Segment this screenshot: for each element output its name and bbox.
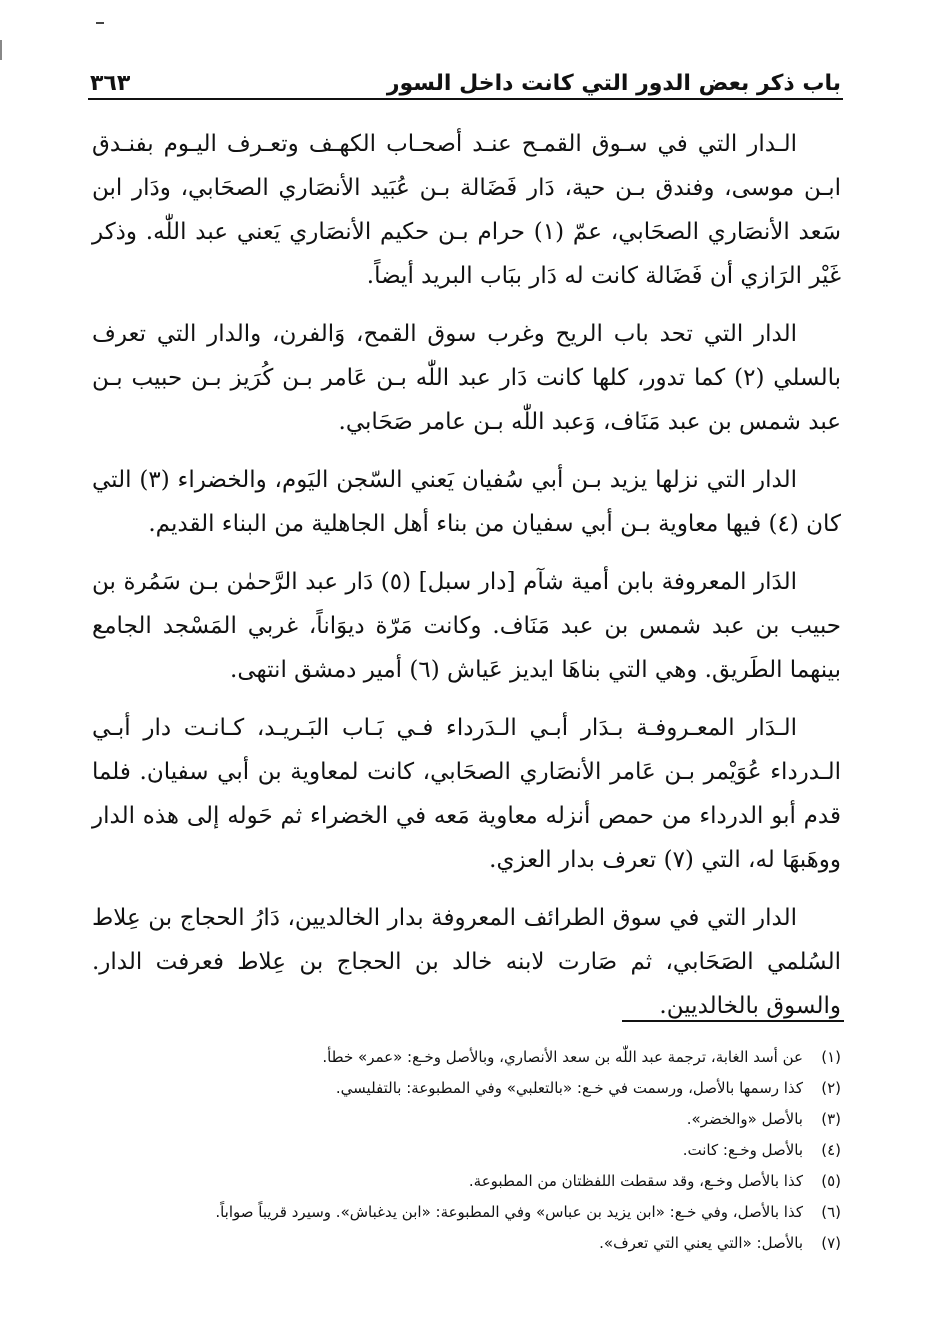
scan-edge-mark (0, 40, 2, 60)
footnote-text: كذا رسمها بالأصل، ورسمت في خـع: «بالتعلبي» وفي المطبوعة: بالتفليسي. (335, 1079, 803, 1097)
footnote-text: كذا بالأصل، وفي خـع: «ابن يزيد بن عباس» وفي المطبوعة: «ابن يدغباش». وسيرد قريباً صواباً. (215, 1203, 803, 1221)
paragraph-6: الدار التي في سوق الطرائف المعروفة بدار الخالديين، دَارُ الحجاج بن عِلاط السُلمي الصَحَابي، ثم صَارت لابنه خالد بن الحجاج بن عِلاط فعرفت الدار. والسوق بالخالديين. (92, 905, 841, 1019)
paragraph-1: الـدار التي في سـوق القمـح عنـد أصحـاب الكهـف وتعـرف اليـوم بفنـدق ابـن موسى، وفندق بـن حية، دَار فَضَالة بـن عُبَيد الأنصَاري الصحَابي، ودَار ابن سَعد الأنصَاري الصحَابي، عمّ (١) حرام بـن حكيم الأنصَاري يَعني عبد اللّٰه. وذكر غَيْر الرَازي أن فَضَالة كانت له دَار ببَاب البريد أيضاً. (92, 131, 841, 289)
footnote-text: بالأصل: «التي يعني التي تعرف». (599, 1234, 803, 1252)
footnotes (120, 1042, 841, 1259)
footnote-6 (120, 1197, 841, 1228)
footnote-text: كذا بالأصل وخـع، وقد سقطت اللفظتان من المطبوعة. (468, 1172, 803, 1190)
paragraph-2: الدار التي تحد باب الريح وغرب سوق القمح، وَالفرن، والدار التي تعرف بالسلي (٢) كما تدور، كلها كانت دَار عبد اللّٰه بـن عَامر بـن كُرَيز بـن حبيب بـن عبد شمس بن عبد مَنَاف، وَعبد اللّٰه بـن عامر صَحَابي. (92, 321, 841, 435)
footnote-text: بالأصل وخـع: كانت. (682, 1141, 803, 1159)
footnote-5 (120, 1166, 841, 1197)
footnote-4 (120, 1135, 841, 1166)
paragraph-3: الدار التي نزلها يزيد بـن أبي سُفيان يَعني السّجن اليَوم، والخضراء (٣) التي كان (٤) فيها معاوية بـن أبي سفيان من بناء أهل الجاهلية من البناء القديم. (92, 467, 841, 537)
running-title: باب ذكر بعض الدور التي كانت داخل السور (386, 71, 841, 96)
footnote-text: بالأصل «والخضر». (686, 1110, 803, 1128)
scan-tick-mark (96, 22, 104, 24)
footnote-3 (120, 1104, 841, 1135)
page-header (90, 56, 841, 96)
footnote-number: (٥) (821, 1172, 841, 1190)
paragraph-4: الدَار المعروفة بابن أمية شآم [دار سبل] (٥) دَار عبد الرَّحمٰن بـن سَمُرة بن حبيب بن عبد شمس بن عبد مَنَاف. وكانت مَرّة ديوَاناً، غربي المَسْجد الجامع بينهما الطَريق. وهي التي بناهَا ايديز عَياش (٦) أمير دمشق انتهى. (92, 569, 841, 683)
paragraph-5: الـدَار المعـروفـة بـدَار أبـي الـدَرداء فـي بَـاب البَـريـد، كـانـت دار أبـي الـدرداء عُوَيْمر بـن عَامر الأنصَاري الصحَابي، كانت لمعاوية بن أبي سفيان. فلما قدم أبو الدرداء من حمص أنزله معاوية مَعه في الخضراء ثم حَوله إلى هذه الدار ووهَبهَا له، التي (٧) تعرف بدار العزي. (92, 715, 841, 873)
header-rule (88, 98, 843, 100)
page-number: ٣٦٣ (90, 71, 131, 96)
footnote-1 (120, 1042, 841, 1073)
main-text (92, 122, 841, 1042)
footnote-rule (622, 1020, 844, 1022)
footnote-number: (٤) (821, 1141, 841, 1159)
footnote-text: عن أسد الغابة، ترجمة عبد اللّٰه بن سعد الأنصاري، وبالأصل وخـع: «عمر» خطأ. (322, 1048, 803, 1066)
footnote-number: (٣) (821, 1110, 841, 1128)
footnote-number: (٧) (821, 1234, 841, 1252)
footnote-number: (١) (821, 1048, 841, 1066)
footnote-number: (٦) (821, 1203, 841, 1221)
footnote-7 (120, 1228, 841, 1259)
footnote-number: (٢) (821, 1079, 841, 1097)
footnote-2 (120, 1073, 841, 1104)
